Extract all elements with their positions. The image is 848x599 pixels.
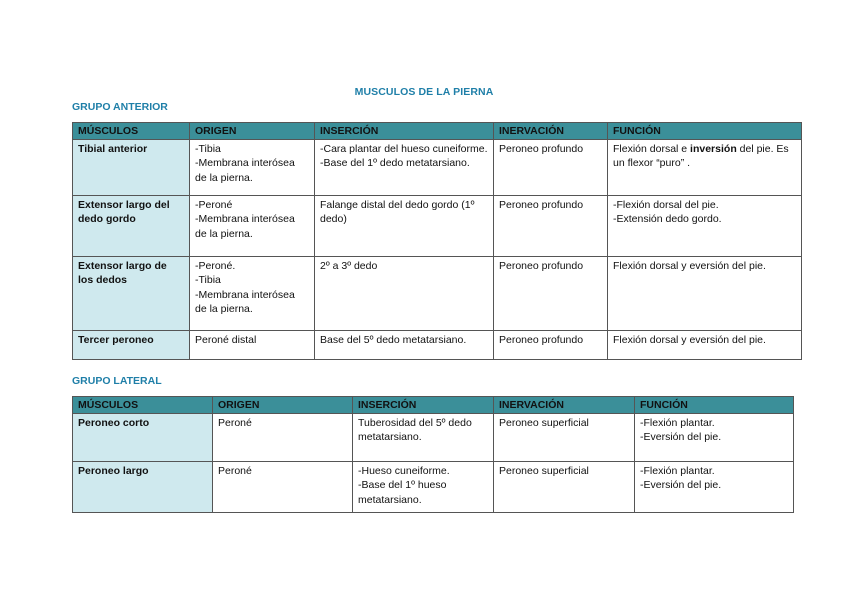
origen-line: Peroné: [218, 464, 252, 477]
muscle-name: Extensor largo del dedo gordo: [73, 195, 190, 256]
inervacion-cell: Peroneo profundo: [494, 139, 608, 195]
inervacion-cell: Peroneo profundo: [494, 330, 608, 359]
origen-cell: [190, 256, 315, 330]
funcion-text: del pie. Es un flexor “puro” .: [613, 142, 789, 169]
origen-cell: [213, 461, 353, 512]
insercion-cell: [315, 330, 494, 359]
inervacion-cell: Peroneo superficial: [494, 413, 635, 461]
column-header-inervacion: INERVACIÓN: [494, 397, 635, 414]
origen-line: -Tibia: [195, 142, 221, 155]
funcion-line: -Flexión dorsal del pie.: [613, 198, 719, 211]
funcion-line: -Eversión del pie.: [640, 479, 722, 491]
origen-line: -Membrana interósea de la pierna.: [195, 157, 295, 184]
inervacion-cell: Peroneo profundo: [494, 256, 608, 330]
funcion-line: -Extensión dedo gordo.: [613, 213, 722, 225]
funcion-cell: [608, 139, 802, 195]
insercion-line: -Cara plantar del hueso cuneiforme.: [320, 142, 488, 155]
funcion-emphasis: inversión: [690, 142, 737, 155]
muscle-name: Tibial anterior: [73, 139, 190, 195]
insercion-line: -Hueso cuneiforme.: [358, 464, 450, 477]
column-header-funcion: FUNCIÓN: [608, 123, 802, 140]
table-row: [73, 195, 802, 256]
document-title: MUSCULOS DE LA PIERNA: [354, 86, 494, 98]
muscle-name: Extensor largo de los dedos: [73, 256, 190, 330]
table-row: [73, 256, 802, 330]
anterior-muscles-table: [72, 122, 802, 360]
inervacion-cell: Peroneo superficial: [494, 461, 635, 512]
lateral-muscles-table: [72, 396, 794, 513]
insercion-line: Falange distal del dedo gordo (1º dedo): [320, 198, 475, 225]
insercion-line: Base del 5º dedo metatarsiano.: [320, 333, 467, 346]
funcion-line: Flexión dorsal y eversión del pie.: [613, 333, 766, 346]
column-header-inervacion: INERVACIÓN: [494, 123, 608, 140]
funcion-text: Flexión dorsal e: [613, 142, 691, 155]
insercion-line: 2º a 3º dedo: [320, 259, 378, 272]
column-header-origen: ORIGEN: [190, 123, 315, 140]
table-row: [73, 330, 802, 359]
table-row: [73, 139, 802, 195]
muscle-name: Peroneo corto: [73, 413, 213, 461]
column-header-insercion: INSERCIÓN: [315, 123, 494, 140]
column-header-musculos: MÚSCULOS: [73, 123, 190, 140]
table-row: [73, 461, 794, 512]
insercion-cell: [353, 413, 494, 461]
table-row: [73, 413, 794, 461]
origen-cell: [190, 330, 315, 359]
origen-cell: [190, 195, 315, 256]
funcion-line: -Eversión del pie.: [640, 431, 722, 443]
origen-line: Peroné: [218, 416, 252, 429]
table-header-row: [73, 397, 794, 414]
column-header-musculos: MÚSCULOS: [73, 397, 213, 414]
origen-line: -Membrana interósea de la pierna.: [195, 288, 295, 315]
inervacion-cell: Peroneo profundo: [494, 195, 608, 256]
column-header-insercion: INSERCIÓN: [353, 397, 494, 414]
insercion-cell: [353, 461, 494, 512]
origen-cell: [190, 139, 315, 195]
funcion-line: Flexión dorsal y eversión del pie.: [613, 259, 766, 272]
funcion-cell: [635, 461, 794, 512]
insercion-line: -Base del 1º dedo metatarsiano.: [320, 157, 470, 169]
muscle-name: Tercer peroneo: [73, 330, 190, 359]
lateral-group-heading: GRUPO LATERAL: [72, 375, 162, 387]
insercion-cell: [315, 256, 494, 330]
funcion-cell: [635, 413, 794, 461]
funcion-cell: [608, 256, 802, 330]
insercion-cell: [315, 195, 494, 256]
origen-line: Peroné distal: [195, 333, 257, 346]
funcion-line: -Flexión plantar.: [640, 416, 715, 429]
anterior-group-heading: GRUPO ANTERIOR: [72, 101, 168, 113]
column-header-origen: ORIGEN: [213, 397, 353, 414]
insercion-cell: [315, 139, 494, 195]
funcion-line: -Flexión plantar.: [640, 464, 715, 477]
funcion-cell: [608, 195, 802, 256]
origen-line: -Peroné.: [195, 259, 236, 272]
origen-line: -Tibia: [195, 274, 221, 286]
origen-line: -Peroné: [195, 198, 233, 211]
funcion-cell: [608, 330, 802, 359]
column-header-funcion: FUNCIÓN: [635, 397, 794, 414]
table-header-row: [73, 123, 802, 140]
insercion-line: Tuberosidad del 5º dedo metatarsiano.: [358, 416, 472, 443]
insercion-line: -Base del 1º hueso metatarsiano.: [358, 479, 447, 506]
muscle-name: Peroneo largo: [73, 461, 213, 512]
origen-line: -Membrana interósea de la pierna.: [195, 213, 295, 240]
origen-cell: [213, 413, 353, 461]
